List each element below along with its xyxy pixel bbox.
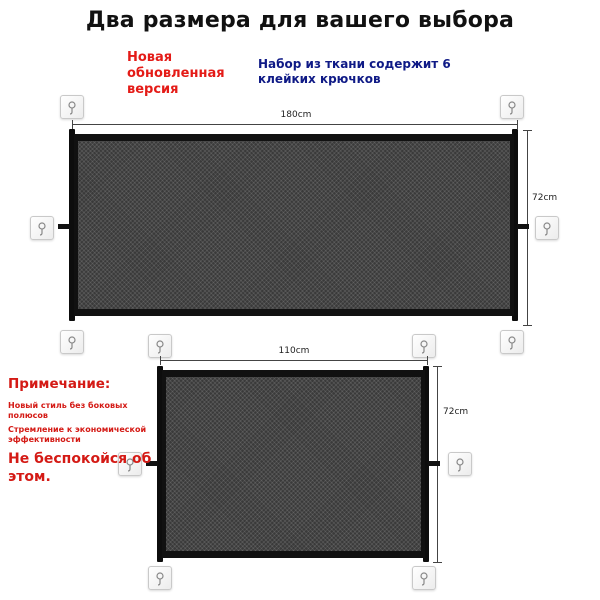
dimension-tick <box>433 366 442 367</box>
width-dimension-line <box>72 124 518 125</box>
dimension-tick <box>523 325 532 326</box>
note-line-2: Стремление к экономической эффективности <box>8 425 147 444</box>
adhesive-hook-icon <box>148 334 172 358</box>
height-label: 72cm <box>532 193 558 203</box>
adhesive-hook-icon <box>30 216 54 240</box>
width-dimension-line <box>160 360 428 361</box>
adhesive-hook-icon <box>148 566 172 590</box>
gate-mesh <box>166 377 421 551</box>
adhesive-hook-icon <box>60 95 84 119</box>
strap-stub-left <box>58 224 70 229</box>
width-label: 180cm <box>280 110 312 120</box>
page-title: Два размера для вашего выбора <box>85 8 515 33</box>
kit-note: Набор из ткани содержит 6 клейких крючков <box>258 57 451 86</box>
adhesive-hook-icon <box>500 95 524 119</box>
adhesive-hook-icon <box>412 334 436 358</box>
gate-mesh <box>78 141 510 309</box>
gate-frame <box>162 370 425 558</box>
adhesive-hook-icon <box>535 216 559 240</box>
dimension-tick <box>72 120 73 129</box>
adhesive-hook-icon <box>60 330 84 354</box>
dimension-tick <box>427 356 428 365</box>
dimension-tick <box>517 120 518 129</box>
gate-frame <box>74 134 514 316</box>
dimension-tick <box>523 130 532 131</box>
dimension-tick <box>160 356 161 365</box>
note-line-1: Новый стиль без боковых полюсов <box>8 401 128 420</box>
note-reassure: Не беспокойся об этом. <box>8 451 152 485</box>
dimension-tick <box>433 562 442 563</box>
strap-stub-right <box>428 461 440 466</box>
note-heading: Примечание: <box>8 376 111 392</box>
new-version-note: Новая обновленная версия <box>127 50 225 97</box>
adhesive-hook-icon <box>448 452 472 476</box>
height-label: 72cm <box>443 407 469 417</box>
adhesive-hook-icon <box>412 566 436 590</box>
adhesive-hook-icon <box>500 330 524 354</box>
strap-stub-right <box>517 224 529 229</box>
width-label: 110cm <box>278 346 310 356</box>
